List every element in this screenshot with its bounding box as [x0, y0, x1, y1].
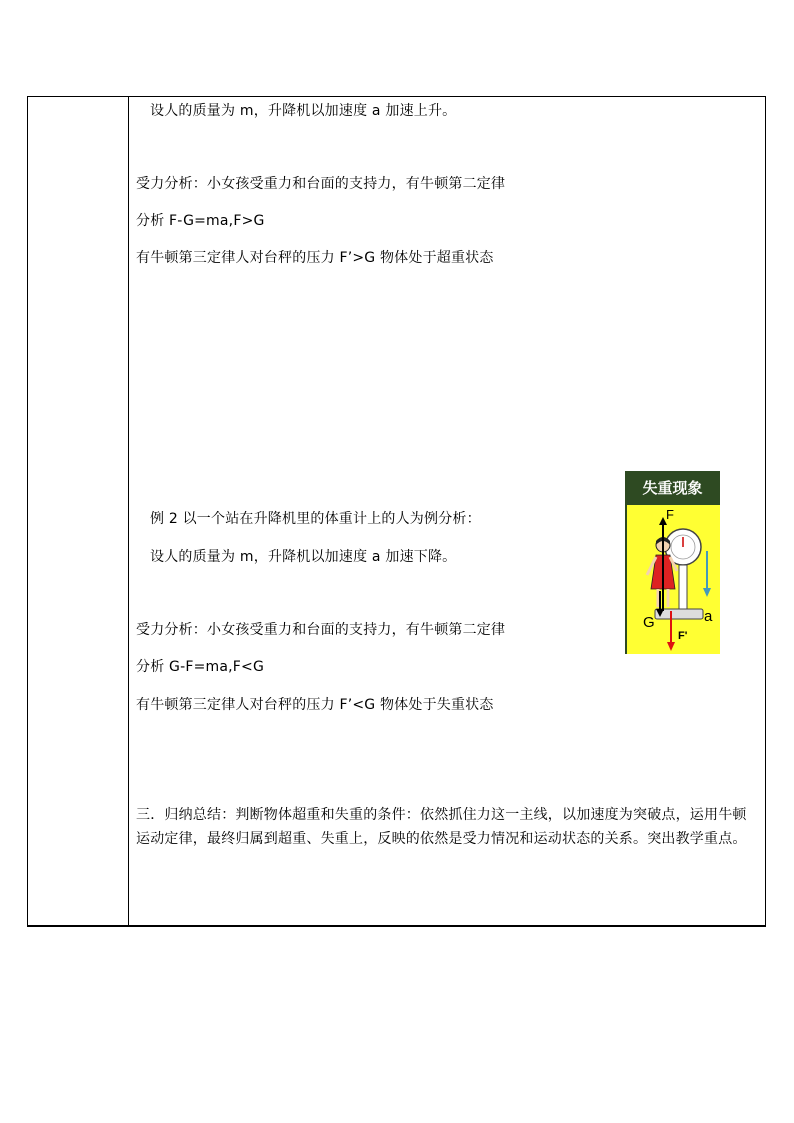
text-line-1: 设人的质量为 m，升降机以加速度 a 加速上升。 — [150, 103, 457, 119]
label-a: a — [704, 608, 713, 625]
figure-left-edge — [625, 505, 627, 654]
column-divider — [128, 97, 129, 925]
label-f-prime: F' — [678, 630, 688, 642]
text-line-4: 有牛顿第三定律人对台秤的压力 F’>G 物体处于超重状态 — [136, 250, 494, 266]
text-line-9: 有牛顿第三定律人对台秤的压力 F’<G 物体处于失重状态 — [136, 697, 494, 713]
text-line-6: 设人的质量为 m，升降机以加速度 a 加速下降。 — [150, 549, 457, 565]
weightlessness-figure — [625, 471, 720, 654]
text-line-8: 分析 G-F=ma,F<G — [136, 659, 265, 675]
text-line-5: 例 2 以一个站在升降机里的体重计上的人为例分析： — [150, 511, 481, 527]
weightlessness-illustration — [625, 471, 720, 654]
scale-column — [679, 565, 687, 609]
figure-title: 失重现象 — [642, 480, 703, 497]
text-line-3: 分析 F-G=ma,F>G — [136, 213, 265, 229]
text-line-2: 受力分析：小女孩受重力和台面的支持力，有牛顿第二定律 — [136, 176, 506, 192]
text-line-7: 受力分析：小女孩受重力和台面的支持力，有牛顿第二定律 — [136, 622, 506, 638]
summary-paragraph: 三．归纳总结：判断物体超重和失重的条件：依然抓住力这一主线，以加速度为突破点，运用牛顿运动定律，最终归属到超重、失重上，反映的依然是受力情况和运动状态的关系。突出教学重点。 — [136, 807, 747, 847]
label-f: F — [666, 507, 674, 522]
label-g: G — [643, 614, 655, 631]
